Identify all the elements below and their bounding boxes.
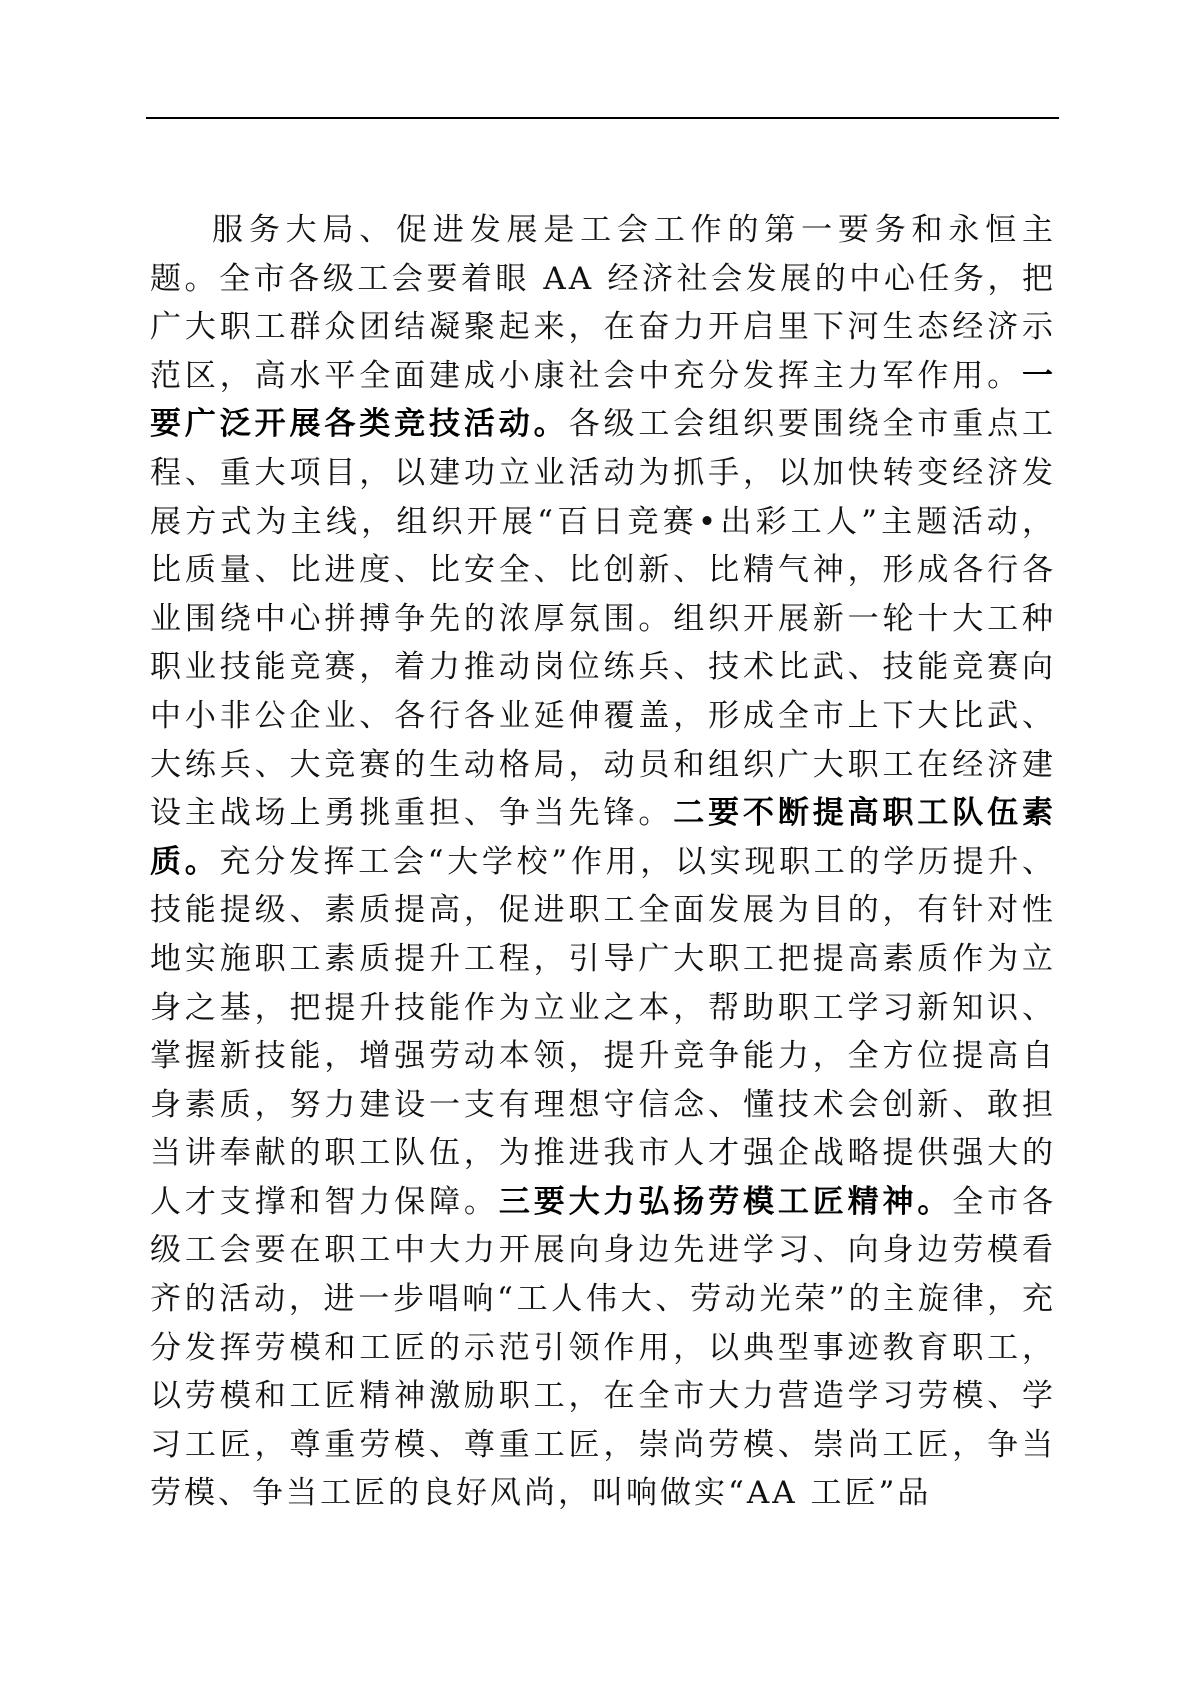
paragraph-text: 充分发挥工会“大学校”作用，以实现职工的学历提升、技能提级、素质提高，促进职工全面发展为目的，有针对性地实施职工素质提升工程，引导广大职工把提高素质作为立身之基，把提升技能作为立业之本，帮助职工学习新知识、掌握新技能，增强劳动本领，提升竞争能力，全方位提高自身素质，努力建设一支有理想守信念、懂技术会创新、敢担当讲奉献的职工队伍，为推进我市人才强企战略提供强大的人才支撑和智力保障。 — [150, 843, 1057, 1220]
header-rule — [146, 117, 1059, 119]
paragraph-text: 服务大局、促进发展是工会工作的第一要务和永恒主题。全市各级工会要着眼 AA 经济社会发展的中心任务，把广大职工群众团结凝聚起来，在奋力开启里下河生态经济示范区，高水平全面建成小康社会中充分发挥主力军作用。 — [150, 212, 1056, 394]
section-heading-craftsman-spirit: 三要大力弘扬劳模工匠精神。 — [498, 1183, 953, 1220]
paragraph-text: 全市各级工会要在职工中大力开展向身边先进学习、向身边劳模看齐的活动，进一步唱响“工人伟大、劳动光荣”的主旋律，充分发挥劳模和工匠的示范引领作用，以典型事迹教育职工，以劳模和工匠精神激励职工，在全市大力营造学习劳模、学习工匠，尊重劳模、尊重工匠，崇尚劳模、崇尚工匠，争当劳模、争当工匠的良好风尚，叫响做实“AA 工匠”品 — [150, 1183, 1057, 1512]
paragraph-text: 各级工会组织要围绕全市重点工程、重大项目，以建功立业活动为抓手，以加快转变经济发展方式为主线，组织开展“百日竞赛•出彩工人”主题活动，比质量、比进度、比安全、比创新、比精气神，形成各行各业围绕中心拼搏争先的浓厚氛围。组织开展新一轮十大工种职业技能竞赛，着力推动岗位练兵、技术比武、技能竞赛向中小非公企业、各行各业延伸覆盖，形成全市上下大比武、大练兵、大竞赛的生动格局，动员和组织广大职工在经济建设主战场上勇挑重担、争当先锋。 — [150, 406, 1057, 832]
section-heading-competitions: 一要广泛开展各类竞技活动。 — [150, 357, 1056, 443]
body-paragraph — [150, 206, 1056, 1518]
section-heading-workforce-quality: 二要不断提高职工队伍素质。 — [150, 795, 1057, 880]
